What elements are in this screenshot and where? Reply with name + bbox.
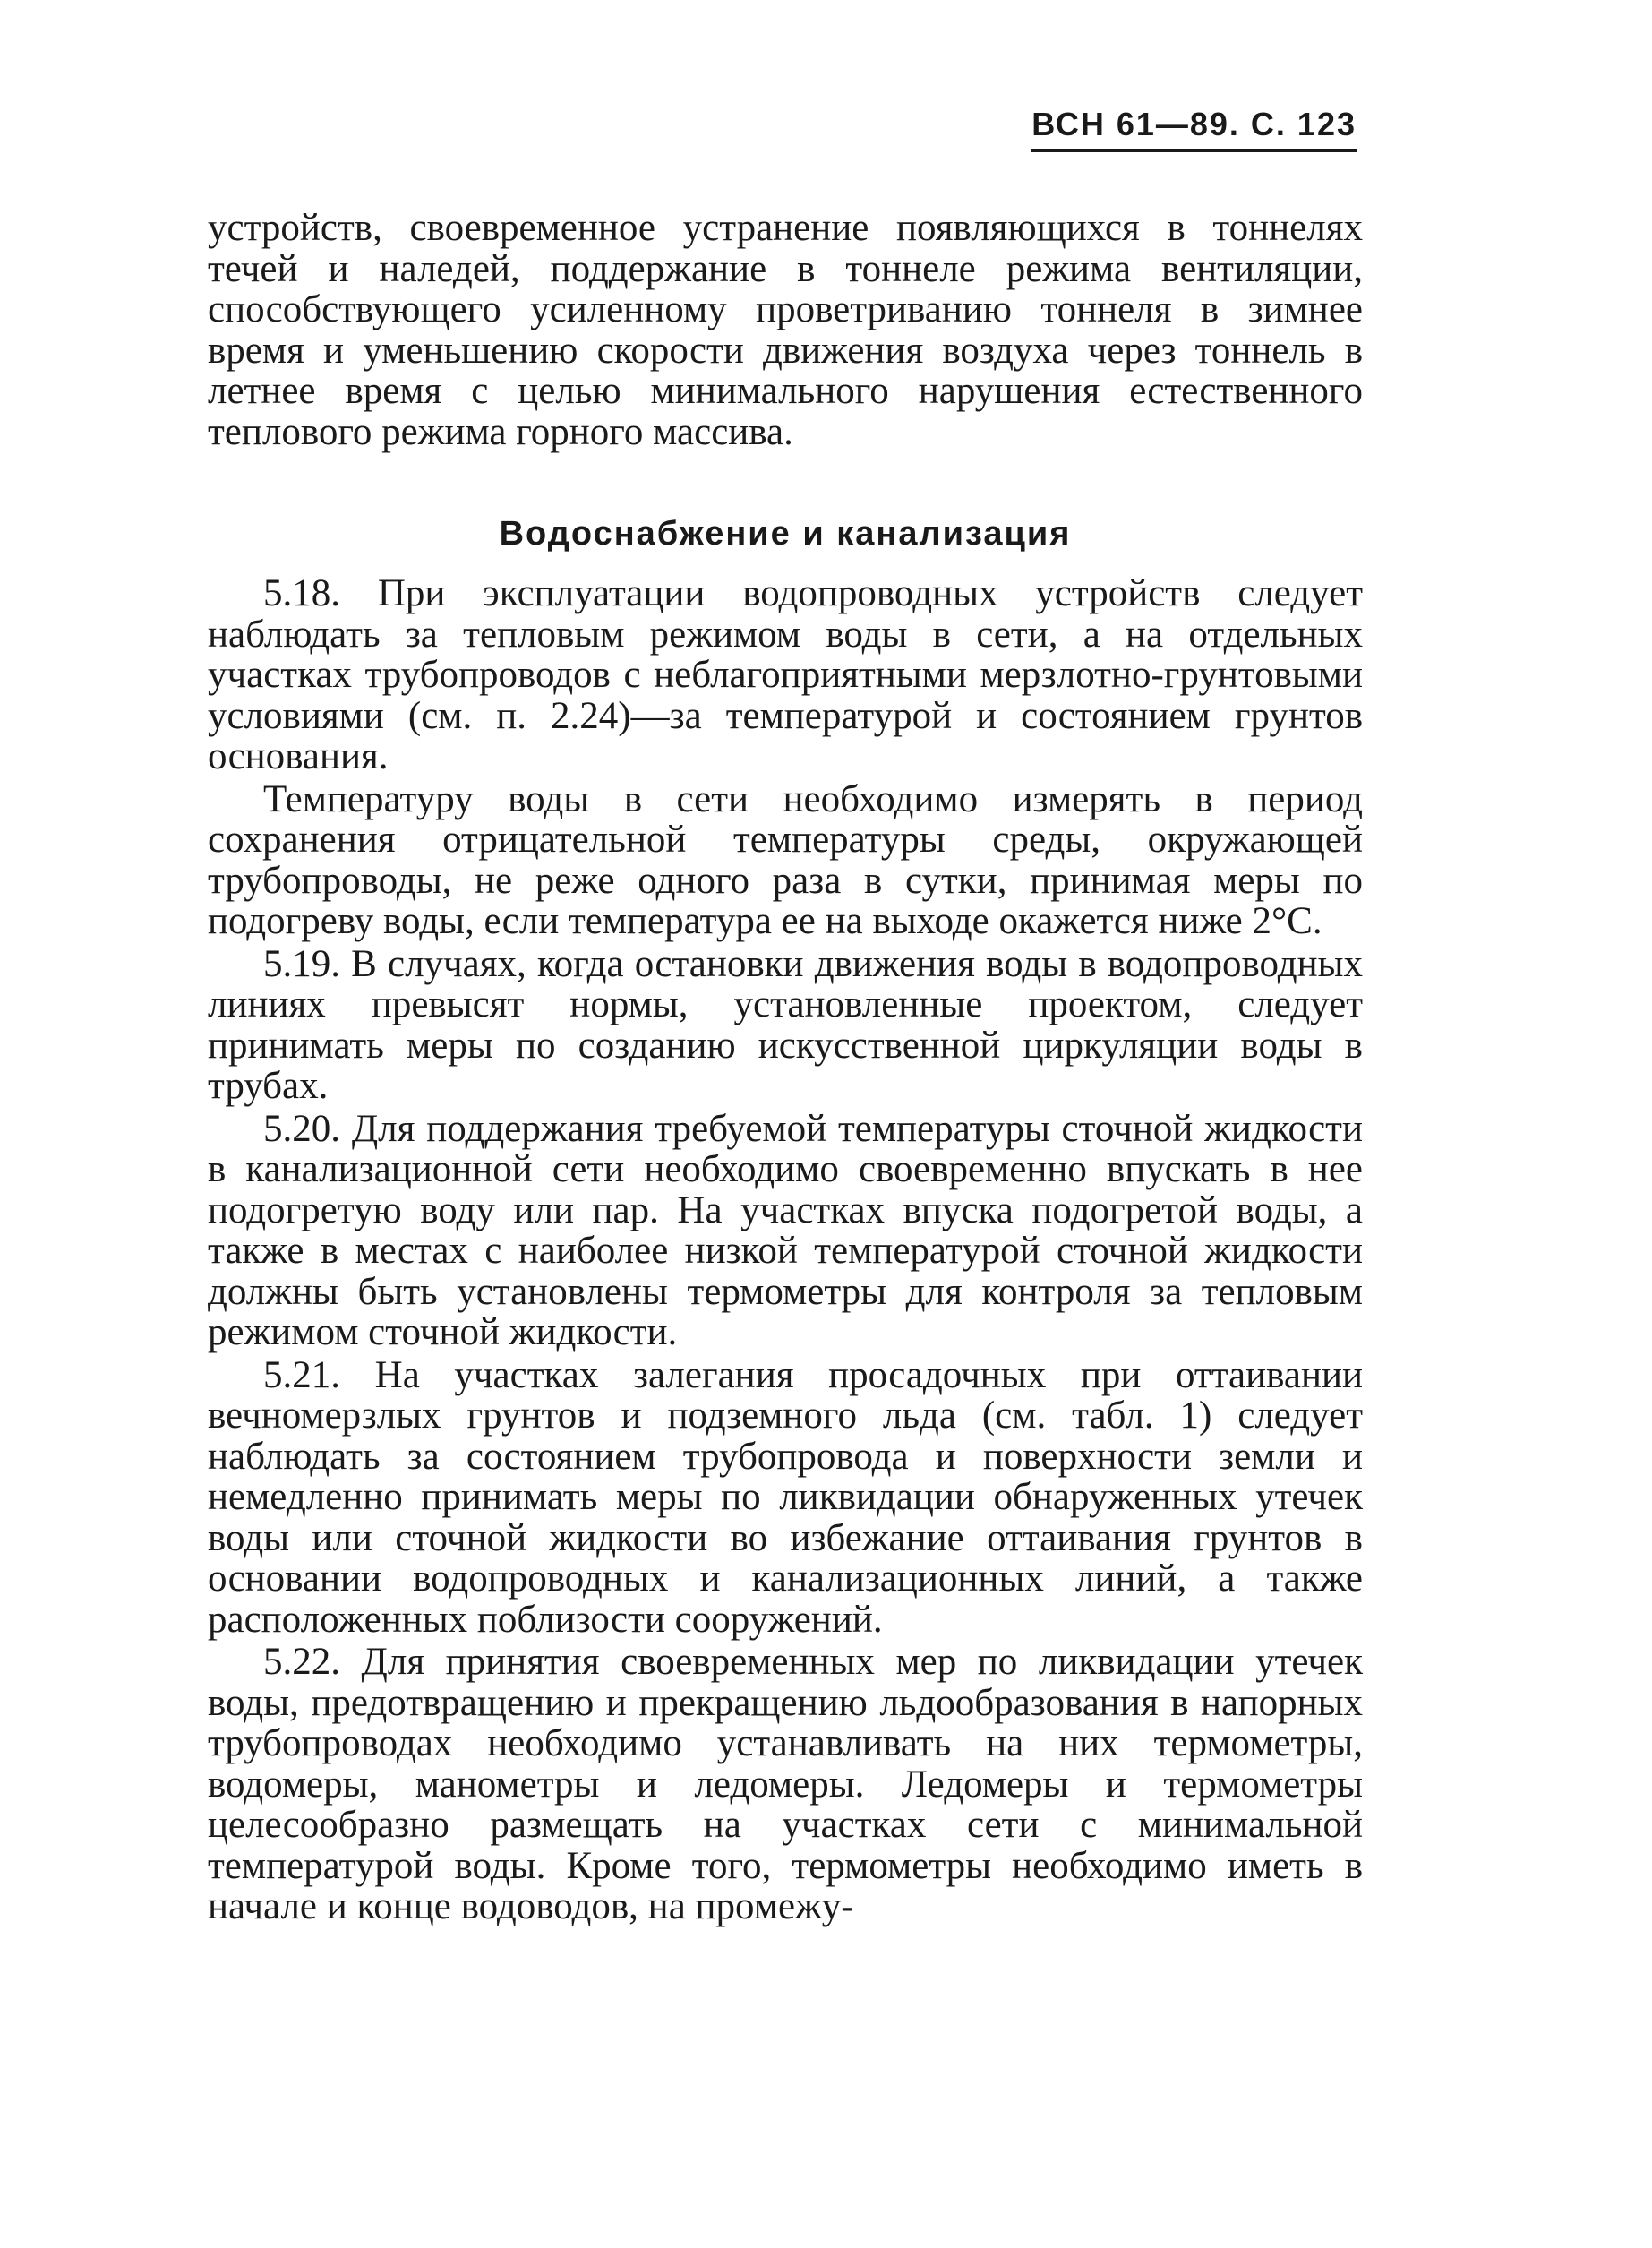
paragraph-5-19: 5.19. В случаях, когда остановки движения воды в водопроводных линиях превысят нормы, установленные проектом, следует принимать меры по созданию искусственной циркуляции воды в трубах. <box>208 942 1363 1107</box>
paragraph-5-22: 5.22. Для принятия своевременных мер по ликвидации утечек воды, предотвращению и прекращению льдообразования в напорных трубопроводах необходимо устанавливать на них термометры, водомеры, манометры и ледомеры. Ледомеры и термометры целесообразно размещать на участках сети с минимальной температурой воды. Кроме того, термометры необходимо иметь в начале и конце водоводов, на промежу- <box>208 1641 1363 1927</box>
paragraph-water-temperature: Температуру воды в сети необходимо измерять в период сохранения отрицательной температуры среды, окружающей трубопроводы, не реже одного раза в сутки, принимая меры по подогреву воды, если температура ее на выходе окажется ниже 2°С. <box>208 777 1363 942</box>
section-body <box>208 573 1363 1927</box>
intro-paragraph: устройств, своевременное устранение появляющихся в тоннелях течей и наледей, поддержание в тоннеле режима вентиляции, способствующего усиленному проветриванию тоннеля в зимнее время и уменьшению скорости движения воздуха через тоннель в летнее время с целью минимального нарушения естественного теплового режима горного массива. <box>208 207 1363 453</box>
paragraph-5-18: 5.18. При эксплуатации водопроводных устройств следует наблюдать за тепловым режимом воды в сети, а на отдельных участках трубопроводов с неблагоприятными мерзлотно-грунтовыми условиями (см. п. 2.24)—за температурой и состоянием грунтов основания. <box>208 572 1363 777</box>
section-heading: Водоснабжение и канализация <box>499 515 1072 553</box>
page-header-running-title: ВСН 61—89. С. 123 <box>1031 106 1357 152</box>
paragraph-5-20: 5.20. Для поддержания требуемой температуры сточной жидкости в канализационной сети необходимо своевременно впускать в нее подогретую воду или пар. На участках впуска подогретой воды, а также в местах с наиболее низкой температурой сточной жидкости должны быть установлены термометры для контроля за тепловым режимом сточной жидкости. <box>208 1107 1363 1353</box>
intro-text-block <box>208 208 1363 452</box>
paragraph-5-21: 5.21. На участках залегания просадочных при оттаивании вечномерзлых грунтов и подземного льда (см. табл. 1) следует наблюдать за состоянием трубопровода и поверхности земли и немедленно принимать меры по ликвидации обнаруженных утечек воды или сточной жидкости во избежание оттаивания грунтов в основании водопроводных и канализационных линий, а также расположенных поблизости сооружений. <box>208 1353 1363 1641</box>
